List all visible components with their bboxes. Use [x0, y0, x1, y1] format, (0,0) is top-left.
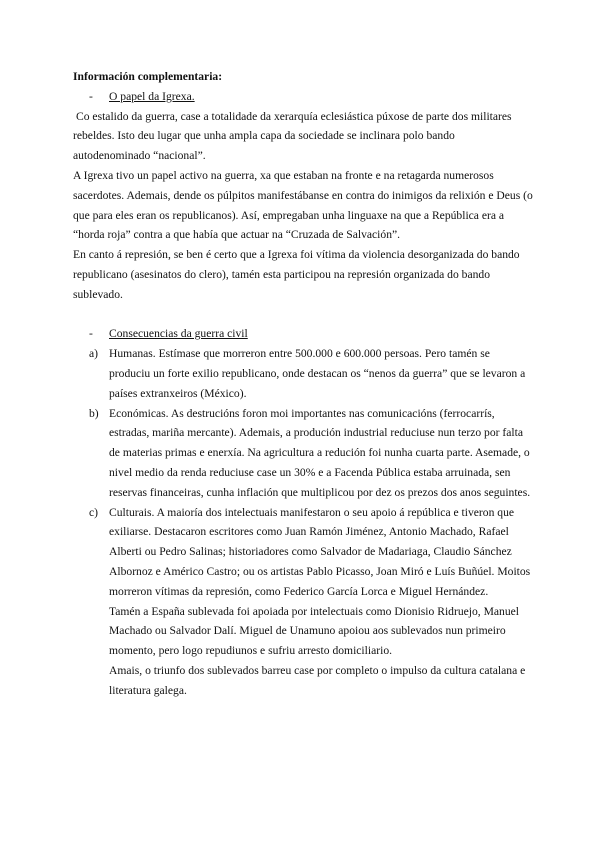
section-church-title	[73, 87, 533, 107]
list-marker: a)	[89, 347, 99, 361]
list-item-body	[109, 404, 533, 503]
section-title: Consecuencias da guerra civil	[109, 327, 248, 341]
paragraph: Co estalido da guerra, case a totalidade da xerarquía eclesiástica púxose de parte dos militares rebeldes. Isto deu lugar que unha ampla capa da sociedade se inclinara polo bando autodenominado “nacional”.	[73, 109, 512, 163]
blank-line	[73, 305, 533, 325]
paragraph: A Igrexa tivo un papel activo na guerra, xa que estaban na fronte e na retagarda numerosos sacerdotes. Ademais, dende os púlpitos manifestábanse en contra do inimigos da relixión e Deus (o que para eles eran os republicanos). Así, empregaban unha linguaxe na que a República era a “horda roja” contra a que había que actuar na “Cruzada de Salvación”.	[73, 168, 533, 242]
paragraph: Culturais. A maioría dos intelectuais manifestaron o seu apoio á república e tiveron que exiliarse. Destacaron escritores como Juan Ramón Jiménez, Antonio Machado, Rafael Alberti ou Pedro Salinas; historiadores como Salvador de Madariaga, Claudio Sánchez Albornoz e Américo Castro; ou os artistas Pablo Picasso, Joan Miró e Luís Buñúel. Moitos morreron vítimas da represión, como Federico García Lorca e Miguel Hernández.	[109, 505, 531, 598]
list-item-cultural	[73, 503, 533, 701]
document-heading: Información complementaria:	[73, 70, 223, 83]
bullet-dash: -	[89, 89, 93, 103]
list-marker: b)	[89, 406, 99, 420]
document-body	[73, 67, 533, 701]
list-item-body	[109, 503, 533, 701]
section-consequences-title	[73, 324, 533, 344]
section-title: O papel da Igrexa.	[109, 89, 195, 103]
paragraph: Humanas. Estímase que morreron entre 500.000 e 600.000 persoas. Pero tamén se produciu un forte exilio republicano, onde destacan os “nenos da guerra” que se levaron a países extranxeiros (México).	[109, 347, 526, 400]
bullet-dash: -	[89, 327, 93, 341]
list-item-body	[109, 344, 533, 403]
paragraph: Económicas. As destrucións foron moi importantes nas comunicacións (ferrocarrís, estradas, mariña mercante). Ademais, a produción industrial reduciuse nun terzo por falta de materias primas e enerxía. Na agricultura a redución foi nunha cuarta parte. Asemade, o nivel medio da renda reduciuse case un 30% e a Facenda Pública estaba arruinada, sen reservas financeiras, cunha inflación que multiplicou por dez os prezos dos anos seguintes.	[109, 406, 531, 499]
paragraph: Amais, o triunfo dos sublevados barreu case por completo o impulso da cultura catalana e literatura galega.	[109, 663, 526, 697]
list-item-economic	[73, 404, 533, 503]
list-marker: c)	[89, 505, 99, 519]
list-item-human	[73, 344, 533, 403]
paragraph: Tamén a España sublevada foi apoiada por intelectuais como Dionisio Ridruejo, Manuel Machado ou Salvador Dalí. Miguel de Unamuno apoiou aos sublevados nun primeiro momento, pero logo repudiunos e sufriu arresto domiciliario.	[109, 604, 520, 658]
paragraph: En canto á represión, se ben é certo que a Igrexa foi vítima da violencia desorganizada do bando republicano (asesinatos do clero), tamén esta participou na represión organizada do bando sublevado.	[73, 248, 520, 301]
